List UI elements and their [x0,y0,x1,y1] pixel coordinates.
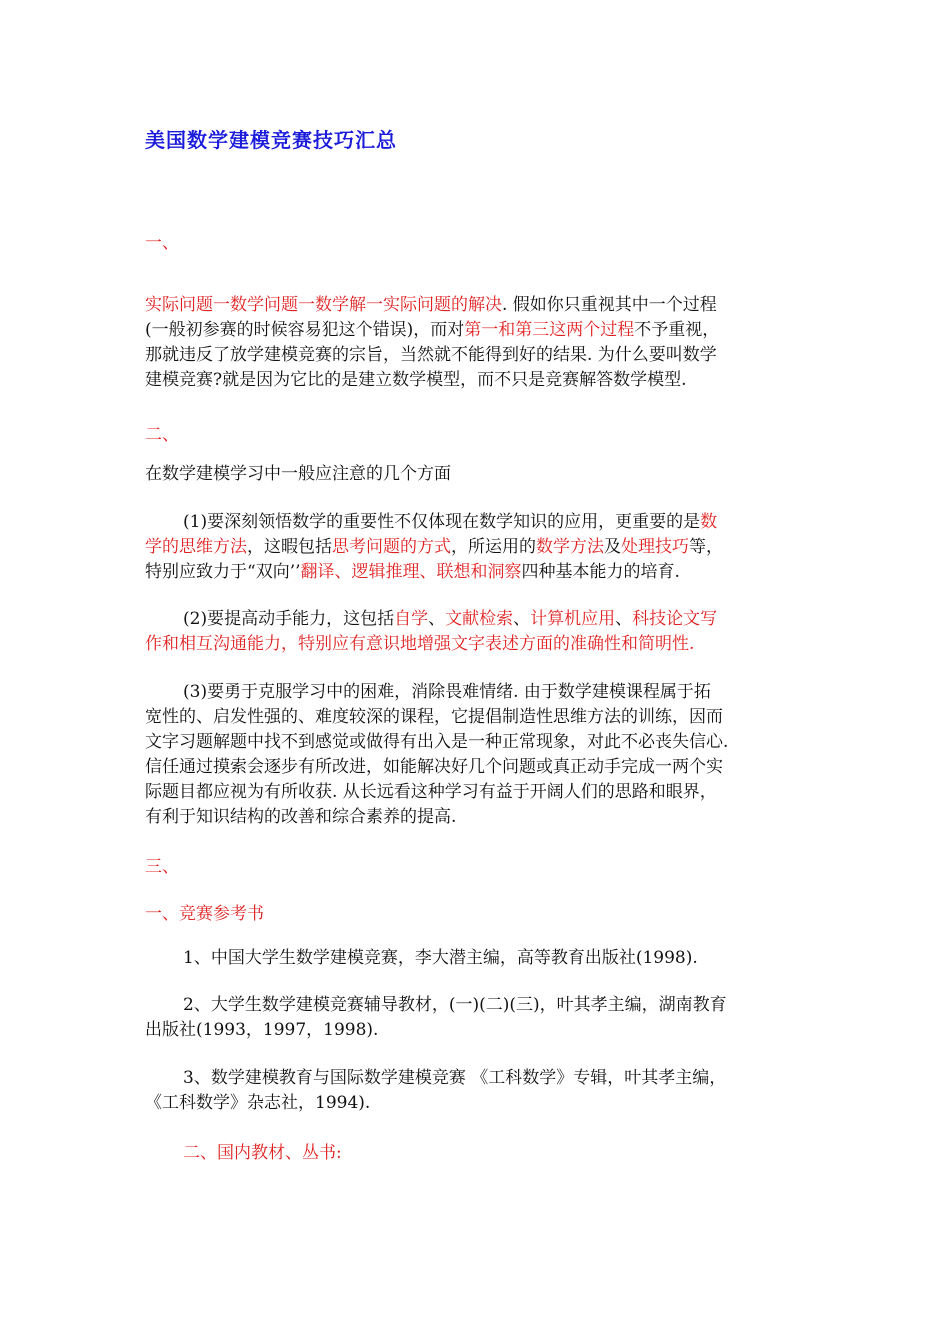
paragraph-point-1 [145,510,811,585]
paragraph-process [145,293,811,393]
paragraph-line: (一般初参赛的时候容易犯这个错误)，而对第一和第三这两个过程不予重视， [145,320,720,340]
paragraph-line: 宽性的、启发性强的、难度较深的课程，它提倡制造性思维方法的训练，因而 [145,707,723,727]
document-title: 美国数学建模竞赛技巧汇总 [145,128,397,152]
paragraph-line: 特别应致力于“双向’’翻译、逻辑推理、联想和洞察四种基本能力的培育. [145,562,680,582]
paragraph-line: 建模竞赛?就是因为它比的是建立数学模型，而不只是竞赛解答数学模型. [145,370,687,390]
paragraph-line: 2、大学生数学建模竞赛辅导教材，(一)(二)(三)，叶其孝主编，湖南教育 [183,995,727,1015]
subheading-reference-books: 一、竞赛参考书 [145,904,264,924]
paragraph-line: 学的思维方法，这暇包括思考问题的方式，所运用的数学方法及处理技巧等， [145,537,723,557]
reference-1 [145,946,811,971]
paragraph-line: 那就违反了放学建模竞赛的宗旨，当然就不能得到好的结果. 为什么要叫数学 [145,345,717,365]
paragraph-line: (3)要勇于克服学习中的困难，消除畏难情绪. 由于数学建模课程属于拓 [183,682,711,702]
paragraph-point-2 [145,607,811,657]
paragraph-line: 在数学建模学习中一般应注意的几个方面 [145,464,451,484]
paragraph-line: 信任通过摸索会逐步有所改进，如能解决好几个问题或真正动手完成一两个实 [145,757,723,777]
paragraph-line: 3、数学建模教育与国际数学建模竞赛 《工科数学》专辑，叶其孝主编， [183,1068,727,1088]
paragraph-line: 《工科数学》杂志社，1994). [145,1093,371,1113]
section-heading-2: 二、 [145,425,179,445]
reference-2 [145,993,811,1043]
paragraph-intro [145,462,811,487]
paragraph-line: 实际问题一数学问题一数学解一实际问题的解决. 假如你只重视其中一个过程 [145,295,717,315]
paragraph-line: 文字习题解题中找不到感觉或做得有出入是一种正常现象，对此不必丧失信心. [145,732,729,752]
paragraph-line: (2)要提高动手能力，这包括自学、文献检索、计算机应用、科技论文写 [183,609,718,629]
subheading-domestic-textbooks: 二、国内教材、丛书: [183,1143,342,1163]
paragraph-point-3 [145,680,811,830]
paragraph-line: 有利于知识结构的改善和综合素养的提高. [145,807,457,827]
paragraph-line: (1)要深刻领悟数学的重要性不仅体现在数学知识的应用，更重要的是数 [183,512,718,532]
paragraph-line: 出版社(1993，1997，1998). [145,1020,379,1040]
section-heading-3: 三、 [145,857,179,877]
paragraph-line: 1、中国大学生数学建模竞赛，李大潜主编，高等教育出版社(1998). [183,948,698,968]
section-heading-1: 一、 [145,233,179,253]
paragraph-line: 际题目都应视为有所收获. 从长远看这种学习有益于开阔人们的思路和眼界， [145,782,717,802]
reference-3 [145,1066,811,1116]
paragraph-line: 作和相互沟通能力，特别应有意识地增强文字表述方面的准确性和简明性. [145,634,695,654]
